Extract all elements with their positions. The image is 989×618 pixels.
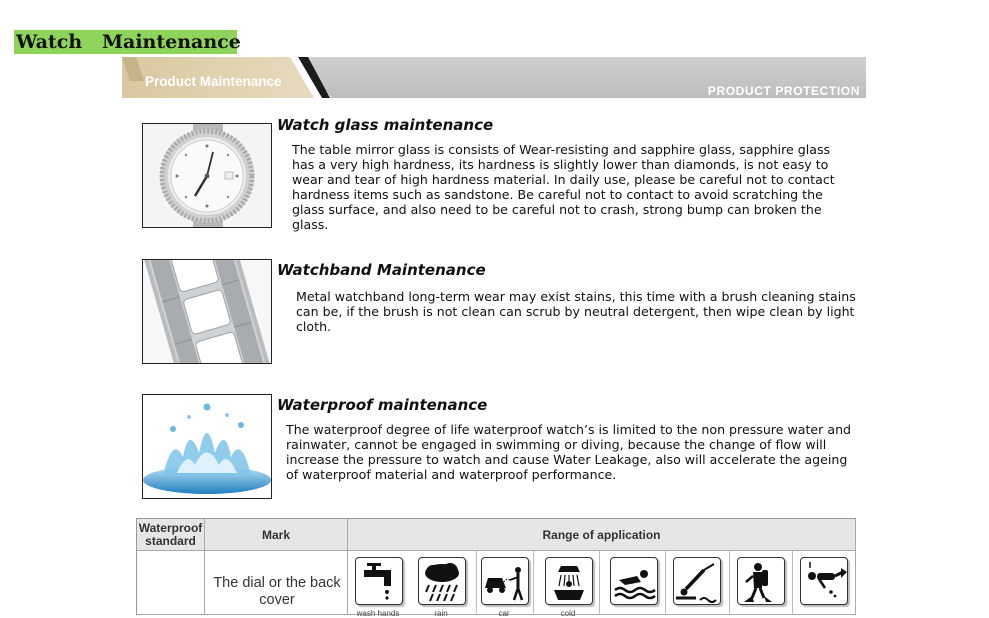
swimming-icon <box>610 557 658 605</box>
standard-value-cell <box>137 551 205 615</box>
waterproof-maintenance-title: Waterproof maintenance <box>277 396 488 414</box>
watchband-maintenance-title: Watchband Maintenance <box>277 261 486 279</box>
banner-right-label: PRODUCT PROTECTION <box>707 84 860 98</box>
snorkel-diver-icon <box>800 557 848 605</box>
shower-icon <box>545 557 593 605</box>
watchband-maintenance-text: Metal watchband long-term wear may exist stains, this time with a brush cleaning stains can be, if the brush is not clean can scrub by neutral detergent, then wipe clean by light cloth. <box>296 289 856 334</box>
caption-rain: rain <box>434 609 448 618</box>
water-splash-image <box>142 394 272 499</box>
faucet-icon <box>355 557 403 605</box>
scuba-diver-icon <box>737 557 785 605</box>
page-title: Watch Maintenance <box>16 31 241 53</box>
waterproof-spec-table <box>136 518 856 618</box>
diving-board-icon <box>673 557 721 605</box>
caption-wash-hands: wash hands <box>356 609 400 618</box>
caption-cold: cold <box>560 609 576 618</box>
banner-title: Product Maintenance <box>145 74 282 89</box>
product-maintenance-banner <box>122 57 866 98</box>
watchband-image <box>142 259 272 364</box>
watch-dial-image <box>142 123 272 228</box>
glass-maintenance-text: The table mirror glass is consists of Wear-resisting and sapphire glass, sapphire glass has a very high hardness, its hardness is slightly lower than diamonds, is not easy to wear and tear of high hardness material. In daily use, please be careful not to contact hardness items such as sandstone. Be careful not to contact to avoid scratching the glass surface, and also need to be careful not to crash, strong bump can broken the glass. <box>292 142 835 232</box>
col-range-of-application: Range of application <box>348 519 856 551</box>
mark-text: The dial or the back cover <box>213 575 341 608</box>
caption-car: car <box>498 609 510 618</box>
car-wash-icon <box>481 557 529 605</box>
col-waterproof-standard: Waterproof standard <box>137 519 205 551</box>
rain-icon <box>418 557 466 605</box>
glass-maintenance-title: Watch glass maintenance <box>277 116 494 134</box>
waterproof-maintenance-text: The waterproof degree of life waterproof watch’s is limited to the non pressure water and rainwater, cannot be engaged in swimming or diving, because the change of flow will increase the pressure to watch and cause Water Leakage, also will accelerate the ageing of waterproof material and waterproof performance. <box>286 422 852 482</box>
col-mark: Mark <box>205 519 348 551</box>
